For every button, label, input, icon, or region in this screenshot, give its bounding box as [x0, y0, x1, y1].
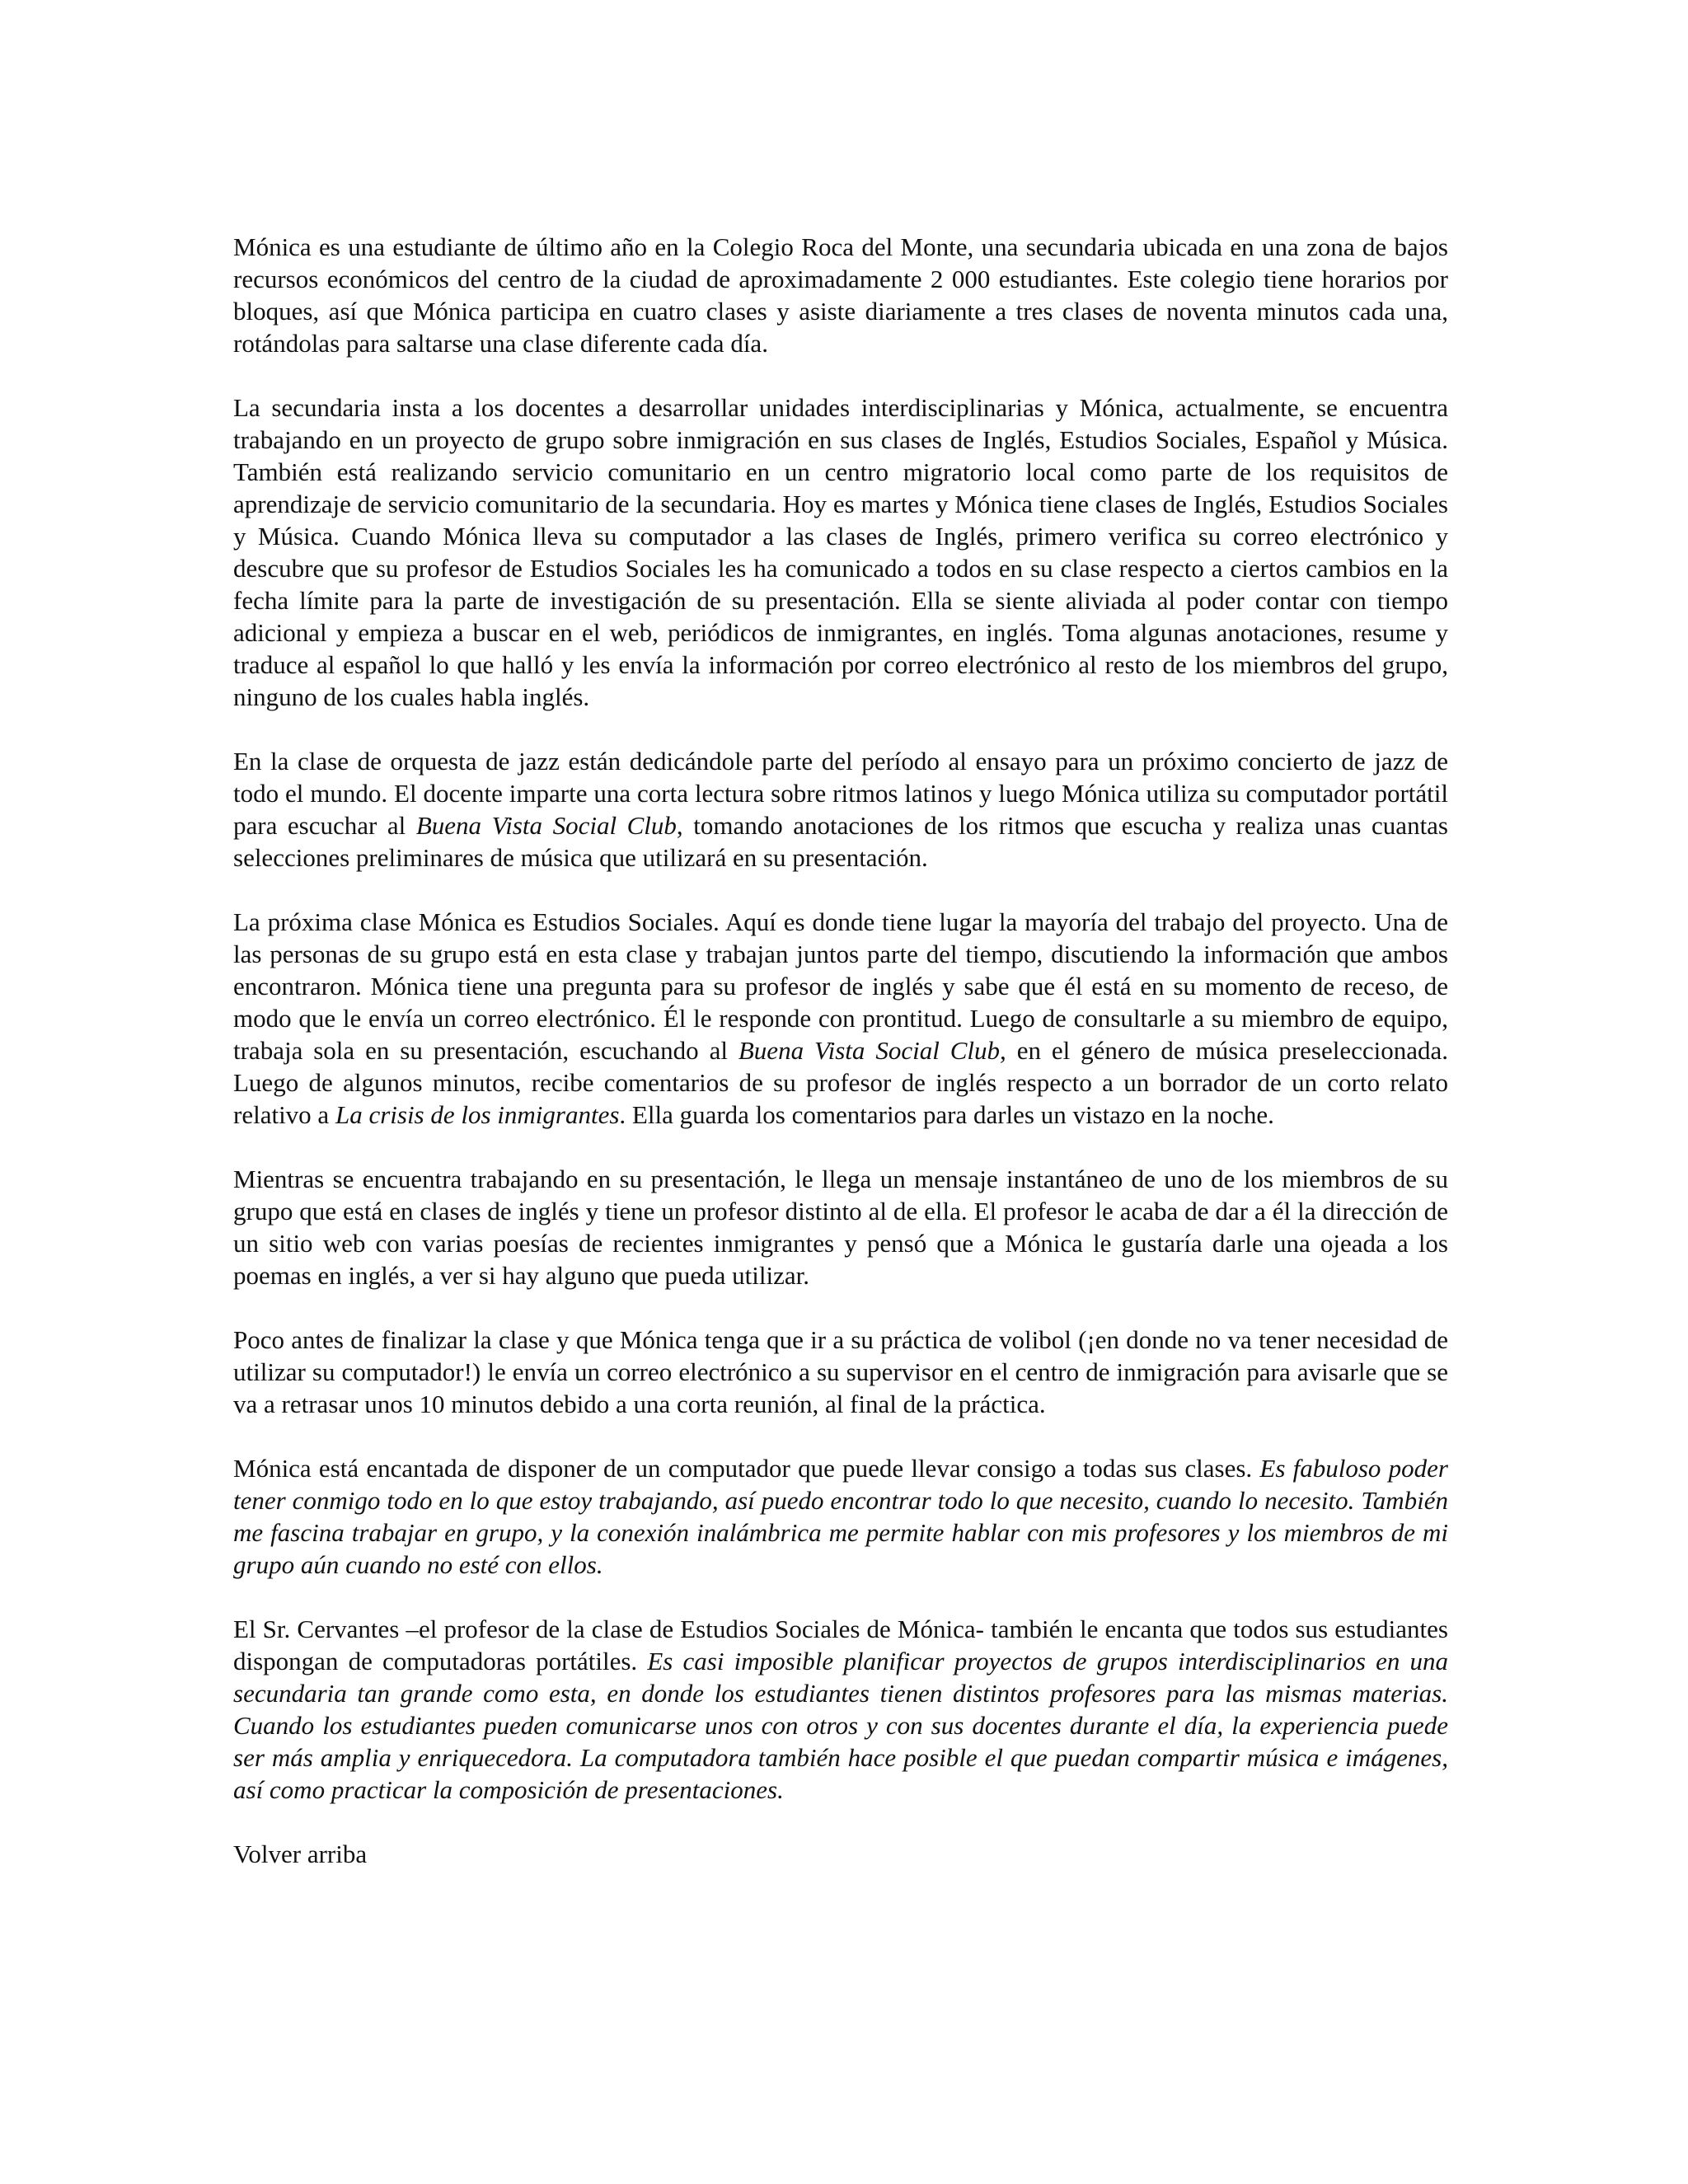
text-segment: En la clase de orquesta de jazz están dedicándole parte del período al ensayo para un próximo concierto de jazz de todo el mundo. El docente imparte una corta lectura sobre ritmos latinos y luego Mónica utiliza su computador portátil para escuchar al [233, 747, 1448, 840]
text-segment: , tomando anotaciones de los ritmos que escucha y realiza unas cuantas selecciones preliminares de música que utilizará en su presentación. [233, 811, 1449, 872]
text-segment: El Sr. Cervantes –el profesor de la clase de Estudios Sociales de Mónica- también le encanta que todos sus estudiantes dispongan de computadoras portátiles. [233, 1615, 1448, 1675]
paragraph-monica-quote [233, 1452, 1448, 1581]
back-to-top-link[interactable]: Volver arriba [233, 1840, 368, 1868]
paragraph-social-studies-class [233, 906, 1448, 1131]
paragraph-cervantes-quote [233, 1613, 1448, 1806]
paragraph-volleyball: Poco antes de finalizar la clase y que Mónica tenga que ir a su práctica de volibol (¡en donde no va tener necesidad de utilizar su computador!) le envía un correo electrónico a su supervisor en el centro de inmigración para avisarle que se va a retrasar unos 10 minutos debido a una corta reunión, al final de la práctica. [233, 1325, 1448, 1418]
italic-title-buena-vista: Buena Vista Social Club [415, 811, 677, 840]
italic-quote-cervantes: Es casi imposible planificar proyectos de grupos interdisciplinarios en una secundaria tan grande como esta, en donde los estudiantes tienen distintos profesores para las mismas materias. Cuando los estudiantes pueden comunicarse unos con otros y con sus docentes durante el día, la experiencia puede ser más amplia y enriquecedora. La computadora también hace posible el que puedan compartir música e imágenes, así como practicar la composición de presentaciones. [233, 1647, 1448, 1804]
paragraph-jazz-class [233, 745, 1448, 874]
italic-quote-monica: Es fabuloso poder tener conmigo todo en lo que estoy trabajando, así puedo encontrar todo lo que necesito, cuando lo necesito. También me fascina trabajar en grupo, y la conexión inalámbrica me permite hablar con mis profesores y los miembros de mi grupo aún cuando no esté con ellos. [233, 1454, 1448, 1579]
text-segment: . Ella guarda los comentarios para darles un vistazo en la noche. [619, 1100, 1274, 1129]
text-segment: La próxima clase Mónica es Estudios Sociales. Aquí es donde tiene lugar la mayoría del trabajo del proyecto. Una de las personas de su grupo está en esta clase y trabajan juntos parte del tiempo, discutiendo la información que ambos encontraron. Mónica tiene una pregunta para su profesor de inglés y sabe que él está en su momento de receso, de modo que le envía un correo electrónico. Él le responde con prontitud. Luego de consultarle a su miembro de equipo, trabaja sola en su presentación, escuchando al [233, 907, 1448, 1065]
paragraph-instant-message: Mientras se encuentra trabajando en su presentación, le llega un mensaje instantáneo de uno de los miembros de su grupo que está en clases de inglés y tiene un profesor distinto al de ella. El profesor le acaba de dar a él la dirección de un sitio web con varias poesías de recientes inmigrantes y pensó que a Mónica le gustaría darle una ojeada a los poemas en inglés, a ver si hay alguno que pueda utilizar. [233, 1165, 1448, 1290]
italic-title-buena-vista: Buena Vista Social Club, [738, 1036, 1006, 1065]
italic-title-crisis: La crisis de los inmigrantes [335, 1100, 620, 1129]
text-segment: Mónica está encantada de disponer de un computador que puede llevar consigo a todas sus clases. [233, 1454, 1260, 1483]
paragraph-intro: Mónica es una estudiante de último año en la Colegio Roca del Monte, una secundaria ubicada en una zona de bajos recursos económicos del centro de la ciudad de aproximadamente 2 000 estudiantes. Este colegio tiene horarios por bloques, así que Mónica participa en cuatro clases y asiste diariamente a tres clases de noventa minutos cada una, rotándolas para saltarse una clase diferente cada día. [233, 232, 1448, 358]
document-body [233, 231, 1448, 1870]
text-segment: en el género de música preseleccionada. Luego de algunos minutos, recibe comentarios de su profesor de inglés respecto a un borrador de un corto relato relativo a [233, 1036, 1448, 1129]
paragraph-interdisciplinary-project: La secundaria insta a los docentes a desarrollar unidades interdisciplinarias y Mónica, actualmente, se encuentra trabajando en un proyecto de grupo sobre inmigración en sus clases de Inglés, Estudios Sociales, Español y Música. También está realizando servicio comunitario en un centro migratorio local como parte de los requisitos de aprendizaje de servicio comunitario de la secundaria. Hoy es martes y Mónica tiene clases de Inglés, Estudios Sociales y Música. Cuando Mónica lleva su computador a las clases de Inglés, primero verifica su correo electrónico y descubre que su profesor de Estudios Sociales les ha comunicado a todos en su clase respecto a ciertos cambios en la fecha límite para la parte de investigación de su presentación. Ella se siente aliviada al poder contar con tiempo adicional y empieza a buscar en el web, periódicos de inmigrantes, en inglés. Toma algunas anotaciones, resume y traduce al español lo que halló y les envía la información por correo electrónico al resto de los miembros del grupo, ninguno de los cuales habla inglés. [233, 393, 1448, 711]
